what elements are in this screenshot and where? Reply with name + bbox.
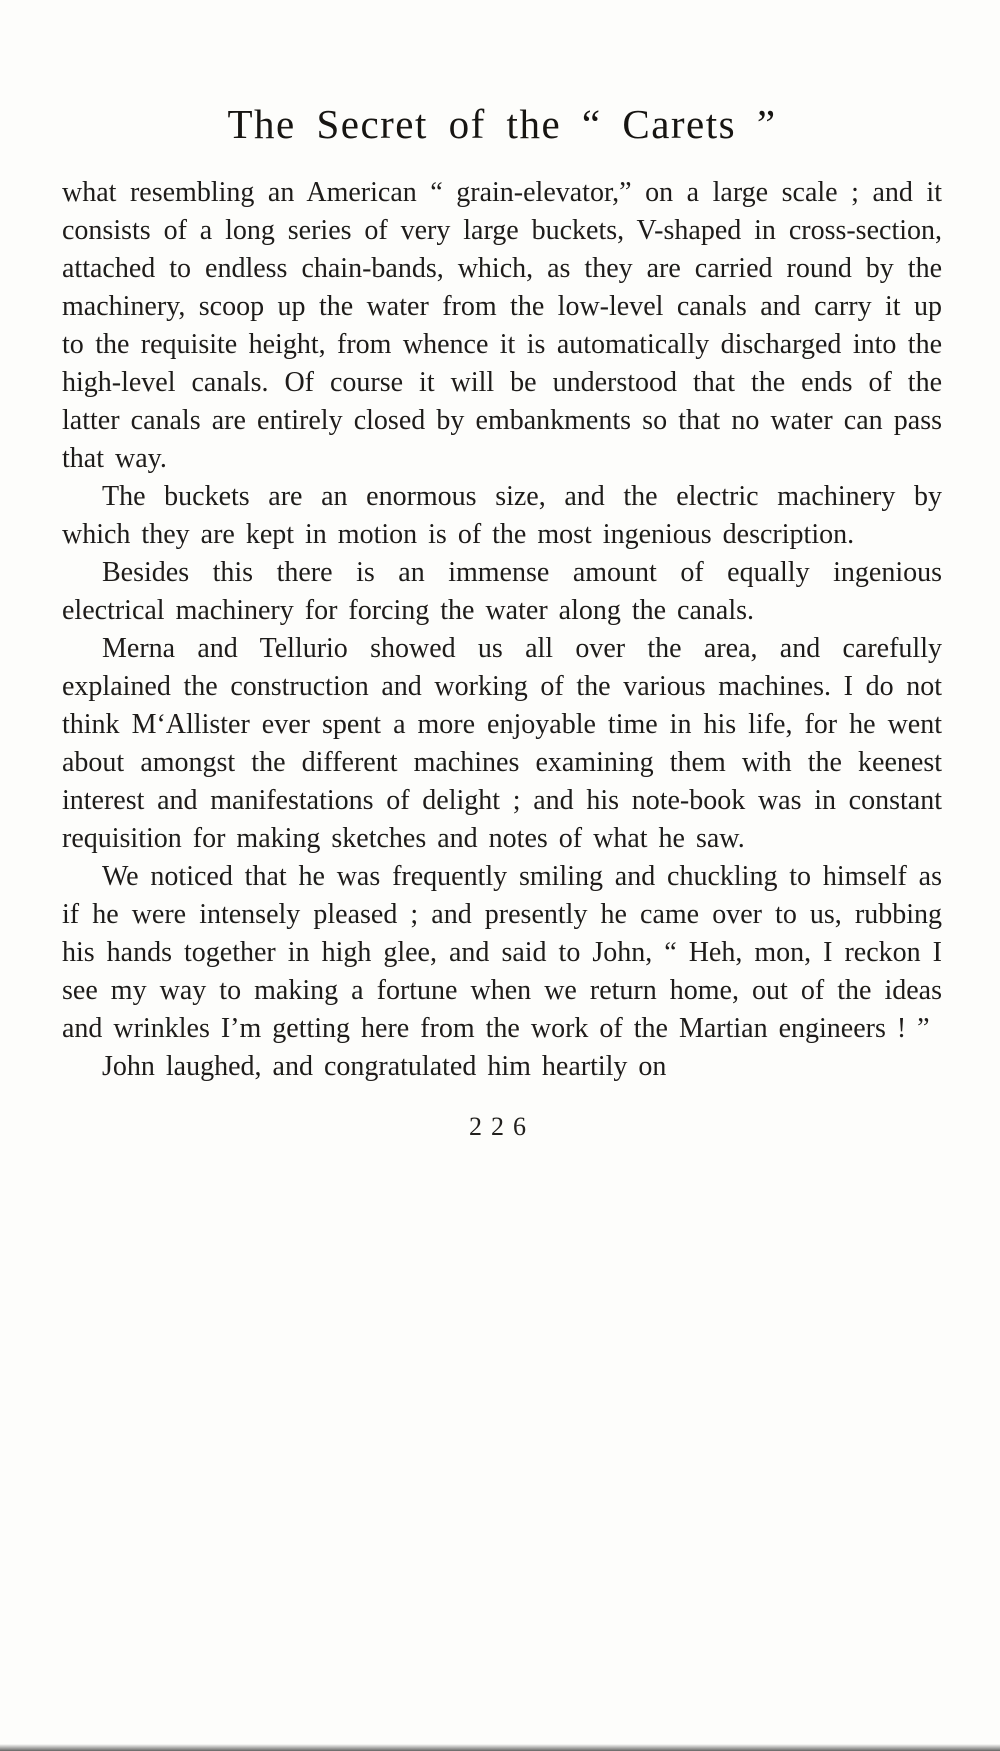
paragraph: Besides this there is an immense amount of equally ingenious electrical machinery for forcing the water along the canals. bbox=[62, 557, 942, 626]
page-body bbox=[62, 174, 942, 1086]
paragraph: what resembling an American “ grain-elevator,” on a large scale ; and it consists of a long series of very large buckets, V-shaped in cross-section, attached to endless chain-bands, which, as they are carried round by the machinery, scoop up the water from the low-level canals and carry it up to the requisite height, from whence it is automatically discharged into the high-level canals. Of course it will be understood that the ends of the latter canals are entirely closed by embankments so that no water can pass that way. bbox=[62, 177, 942, 474]
page-number: 226 bbox=[469, 1112, 535, 1141]
paragraph: Merna and Tellurio showed us all over the area, and carefully explained the construction and working of the various machines. I do not think M‘Allister ever spent a more enjoyable time in his life, for he went about amongst the different machines examining them with the keenest interest and manifestations of delight ; and his note-book was in constant requisition for making sketches and notes of what he saw. bbox=[62, 633, 942, 854]
paragraph: John laughed, and congratulated him heartily on bbox=[102, 1051, 667, 1082]
paragraph: We noticed that he was frequently smiling and chuckling to himself as if he were intensely pleased ; and presently he came over to us, rubbing his hands together in high glee, and said to John, “ Heh, mon, I reckon I see my way to making a fortune when we return home, out of the ideas and wrinkles I’m getting here from the work of the Martian engineers ! ” bbox=[62, 861, 942, 1044]
paragraph: The buckets are an enormous size, and the electric machinery by which they are kept in motion is of the most ingenious description. bbox=[62, 481, 942, 550]
scan-edge bbox=[0, 1744, 1000, 1751]
page-title: The Secret of the “ Carets ” bbox=[227, 101, 777, 147]
